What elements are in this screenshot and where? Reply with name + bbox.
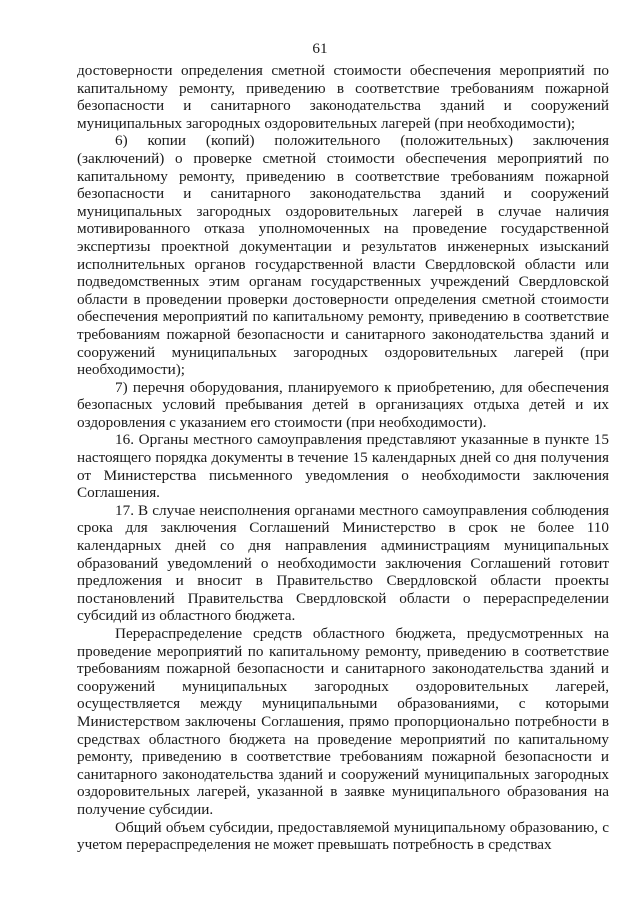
paragraph-clause-16: 16. Органы местного самоуправления представляют указанные в пункте 15 настоящего порядка документы в течение 15 календарных дней со дня получения от Министерства письменного уведомления о необходимости заключения Соглашения.: [77, 431, 609, 502]
paragraph-item-7: 7) перечня оборудования, планируемого к приобретению, для обеспечения безопасных условий пребывания детей в организациях отдыха детей и их оздоровления с указанием его стоимости (при необходимости).: [77, 378, 609, 431]
paragraph-redistribution: Перераспределение средств областного бюджета, предусмотренных на проведение мероприятий по капитальному ремонту, приведению в соответствие требованиям пожарной безопасности и санитарного законодательства зданий и сооружений муниципальных загородных оздоровительных лагерей, осуществляется между муниципальными образованиями, с которыми Министерством заключены Соглашения, прямо пропорционально потребности в средствах областного бюджета на проведение мероприятий по капитальному ремонту, приведению в соответствие требованиям пожарной безопасности и санитарного законодательства зданий и сооружений муниципальных загородных оздоровительных лагерей, указанной в заявке муниципального образования на получение субсидии.: [77, 625, 609, 818]
page-number: 61: [312, 40, 328, 57]
paragraph-continuation: достоверности определения сметной стоимости обеспечения мероприятий по капитальному ремонту, приведению в соответствие требованиям пожарной безопасности и санитарного законодательства зданий и сооружений муниципальных загородных оздоровительных лагерей (при необходимости);: [77, 62, 609, 132]
paragraph-item-6: 6) копии (копий) положительного (положительных) заключения (заключений) о проверке сметной стоимости обеспечения мероприятий по капитальному ремонту, приведению в соответствие требованиям пожарной безопасности и санитарного законодательства зданий и сооружений муниципальных загородных оздоровительных лагерей в случае наличия мотивированного отказа уполномоченных на проведение государственной экспертизы проектной документации и результатов инженерных изысканий исполнительных органов государственной власти Свердловской области или подведомственных этим органам государственных учреждений Свердловской области в проведении проверки достоверности определения сметной стоимости обеспечения мероприятий по капитальному ремонту, приведению в соответствие требованиям пожарной безопасности и санитарного законодательства зданий и сооружений муниципальных загородных оздоровительных лагерей (при необходимости);: [77, 132, 609, 379]
paragraph-clause-17: 17. В случае неисполнения органами местного самоуправления соблюдения срока для заключения Соглашений Министерство в срок не более 110 календарных дней со дня направления администрациям муниципальных образований уведомлений о необходимости заключения Соглашений готовит предложения и вносит в Правительство Свердловской области проекты постановлений Правительства Свердловской области о перераспределении субсидий из областного бюджета.: [77, 501, 609, 625]
document-body: [77, 62, 609, 854]
paragraph-total-subsidy: Общий объем субсидии, предоставляемой муниципальному образованию, с учетом перераспределения не может превышать потребность в средствах: [77, 818, 609, 854]
